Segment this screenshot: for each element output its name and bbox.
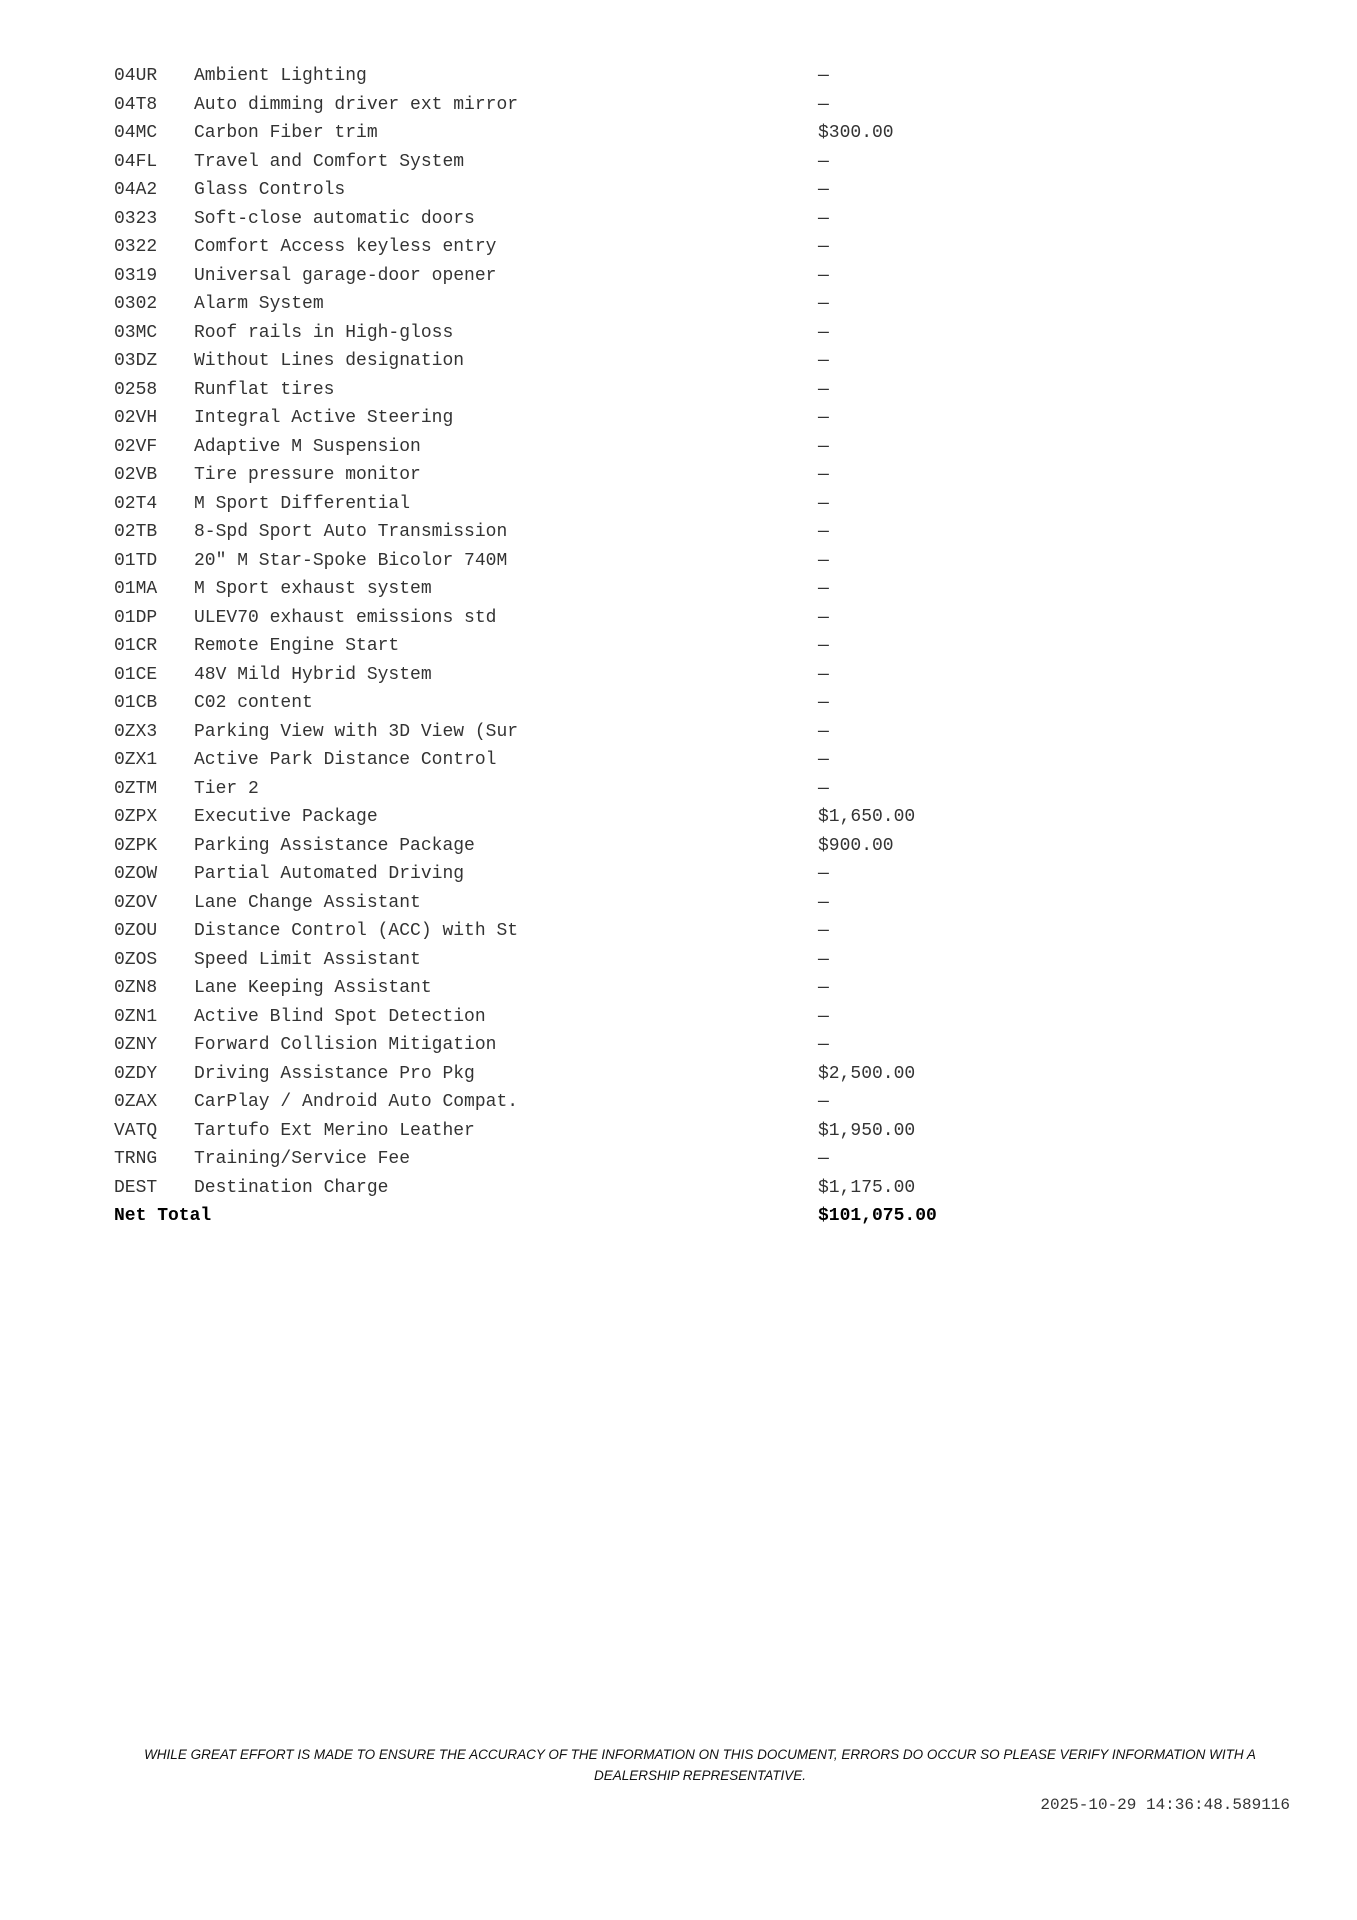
option-price: — — [818, 408, 829, 428]
option-row — [114, 1060, 1014, 1089]
option-code: 0ZDY — [114, 1063, 158, 1084]
option-price: — — [818, 664, 829, 685]
option-price: — — [818, 265, 829, 286]
option-description: Travel and Comfort System — [194, 151, 465, 172]
option-row — [114, 974, 1014, 1003]
option-row — [114, 1145, 1014, 1174]
option-description: Glass Controls — [194, 180, 346, 200]
option-row — [114, 319, 1014, 348]
option-row — [114, 433, 1014, 462]
option-row — [114, 461, 1014, 490]
option-description: Comfort Access keyless entry — [194, 237, 497, 257]
option-row — [114, 689, 1014, 718]
option-description: Integral Active Steering — [194, 408, 454, 428]
option-price: — — [818, 294, 829, 314]
option-row — [114, 62, 1014, 91]
option-row — [114, 233, 1014, 262]
option-description: Driving Assistance Pro Pkg — [194, 1063, 475, 1084]
option-code: 02VH — [114, 408, 158, 428]
option-row — [114, 1031, 1014, 1060]
option-description: Executive Package — [194, 807, 378, 827]
option-description: Remote Engine Start — [194, 636, 400, 656]
option-description: Ambient Lighting — [194, 66, 367, 86]
option-code: VATQ — [114, 1120, 158, 1141]
option-code: 0ZOV — [114, 892, 158, 913]
option-row — [114, 917, 1014, 946]
option-price: — — [818, 778, 829, 799]
option-row — [114, 290, 1014, 319]
option-price: — — [818, 978, 829, 998]
option-price: $300.00 — [818, 123, 894, 143]
option-code: 0ZPX — [114, 807, 158, 827]
option-code: 0ZAX — [114, 1092, 158, 1112]
net-total-label: Net Total — [114, 1206, 212, 1226]
option-price: — — [818, 636, 829, 656]
option-code: 04FL — [114, 151, 158, 172]
option-row — [114, 803, 1014, 832]
option-code: 01MA — [114, 579, 158, 599]
option-code: 04UR — [114, 66, 158, 86]
option-code: 01CR — [114, 636, 158, 656]
option-price: — — [818, 237, 829, 257]
option-row — [114, 262, 1014, 291]
option-description: Speed Limit Assistant — [194, 949, 421, 970]
option-description: Roof rails in High-gloss — [194, 322, 454, 343]
option-description: Lane Keeping Assistant — [194, 978, 432, 998]
option-price: $1,175.00 — [818, 1177, 916, 1198]
option-price: — — [818, 1035, 829, 1055]
option-code: 01CE — [114, 664, 158, 685]
option-row — [114, 632, 1014, 661]
option-code: DEST — [114, 1177, 158, 1198]
option-description: 20" M Star-Spoke Bicolor 740M — [194, 550, 508, 571]
option-description: Lane Change Assistant — [194, 892, 421, 913]
option-description: 48V Mild Hybrid System — [194, 664, 432, 685]
option-description: Active Park Distance Control — [194, 750, 497, 770]
option-code: 0ZN8 — [114, 978, 158, 998]
net-total-amount: $101,075.00 — [818, 1206, 937, 1226]
option-price: — — [818, 1006, 829, 1027]
option-row — [114, 518, 1014, 547]
option-price: — — [818, 1149, 829, 1169]
option-price: — — [818, 151, 829, 172]
option-code: 02VF — [114, 436, 158, 457]
option-price: — — [818, 322, 829, 343]
option-price: $1,650.00 — [818, 807, 916, 827]
option-description: M Sport Differential — [194, 493, 411, 514]
option-code: 0ZN1 — [114, 1006, 158, 1027]
option-code: 01TD — [114, 550, 158, 571]
print-timestamp: 2025-10-29 14:36:48.589116 — [1040, 1796, 1290, 1814]
option-row — [114, 832, 1014, 861]
option-code: 0322 — [114, 237, 158, 257]
option-row — [114, 661, 1014, 690]
option-price: — — [818, 864, 829, 884]
option-price: — — [818, 550, 829, 571]
option-code: 0323 — [114, 208, 158, 229]
options-list — [114, 62, 1014, 1231]
option-price: — — [818, 892, 829, 913]
option-code: 03DZ — [114, 351, 158, 371]
option-code: 01DP — [114, 607, 158, 628]
option-row — [114, 1174, 1014, 1203]
option-price: — — [818, 351, 829, 371]
option-description: Carbon Fiber trim — [194, 123, 378, 143]
option-row — [114, 490, 1014, 519]
option-price: — — [818, 522, 829, 542]
option-row — [114, 604, 1014, 633]
option-row — [114, 347, 1014, 376]
option-row — [114, 119, 1014, 148]
option-description: Tartufo Ext Merino Leather — [194, 1120, 475, 1141]
option-code: 0258 — [114, 379, 158, 400]
option-description: ULEV70 exhaust emissions std — [194, 607, 497, 628]
option-code: 0ZX1 — [114, 750, 158, 770]
option-code: 02VB — [114, 465, 158, 485]
option-code: 03MC — [114, 322, 158, 343]
option-price: — — [818, 493, 829, 514]
option-code: 04MC — [114, 123, 158, 143]
option-price: — — [818, 180, 829, 200]
disclaimer-text: WHILE GREAT EFFORT IS MADE TO ENSURE THE ACCURACY OF THE INFORMATION ON THIS DOCUMENT, ERRORS DO OCCUR SO PLEASE VERIFY INFORMATION WITH A DEALERSHIP REPRESENTATIVE. — [144, 1747, 1256, 1783]
net-total-row — [114, 1202, 1014, 1231]
option-row — [114, 746, 1014, 775]
option-description: CarPlay / Android Auto Compat. — [194, 1092, 519, 1112]
option-row — [114, 718, 1014, 747]
option-price: — — [818, 721, 829, 742]
option-code: 0319 — [114, 265, 158, 286]
option-price: — — [818, 66, 829, 86]
option-description: M Sport exhaust system — [194, 579, 432, 599]
option-code: 0ZOU — [114, 921, 158, 941]
option-row — [114, 946, 1014, 975]
option-row — [114, 91, 1014, 120]
option-row — [114, 1003, 1014, 1032]
option-price: $2,500.00 — [818, 1063, 916, 1084]
option-description: 8-Spd Sport Auto Transmission — [194, 522, 508, 542]
option-code: 02TB — [114, 522, 158, 542]
option-code: 04A2 — [114, 180, 158, 200]
option-price: $1,950.00 — [818, 1120, 916, 1141]
option-price: — — [818, 1092, 829, 1112]
option-price: — — [818, 750, 829, 770]
option-price: — — [818, 607, 829, 628]
option-code: 04T8 — [114, 94, 158, 115]
option-description: Distance Control (ACC) with St — [194, 921, 519, 941]
option-row — [114, 547, 1014, 576]
option-row — [114, 404, 1014, 433]
option-description: Partial Automated Driving — [194, 864, 465, 884]
option-row — [114, 376, 1014, 405]
option-description: Runflat tires — [194, 379, 335, 400]
option-row — [114, 205, 1014, 234]
option-description: Universal garage-door opener — [194, 265, 497, 286]
option-code: 0ZPK — [114, 835, 158, 856]
option-description: Tire pressure monitor — [194, 465, 421, 485]
option-row — [114, 176, 1014, 205]
option-row — [114, 889, 1014, 918]
option-code: 02T4 — [114, 493, 158, 514]
option-code: TRNG — [114, 1149, 158, 1169]
option-code: 0302 — [114, 294, 158, 314]
option-description: Active Blind Spot Detection — [194, 1006, 486, 1027]
option-row — [114, 860, 1014, 889]
option-price: — — [818, 208, 829, 229]
option-description: Destination Charge — [194, 1177, 389, 1198]
option-row — [114, 1117, 1014, 1146]
option-description: Parking View with 3D View (Sur — [194, 721, 519, 742]
option-code: 01CB — [114, 693, 158, 713]
option-price: — — [818, 465, 829, 485]
option-price: — — [818, 693, 829, 713]
option-description: Forward Collision Mitigation — [194, 1035, 497, 1055]
option-price: — — [818, 579, 829, 599]
option-price: — — [818, 921, 829, 941]
option-row — [114, 1088, 1014, 1117]
option-description: Soft-close automatic doors — [194, 208, 475, 229]
option-description: Parking Assistance Package — [194, 835, 475, 856]
option-code: 0ZX3 — [114, 721, 158, 742]
option-description: Auto dimming driver ext mirror — [194, 94, 519, 115]
option-description: Without Lines designation — [194, 351, 465, 371]
option-price: — — [818, 379, 829, 400]
option-description: Training/Service Fee — [194, 1149, 411, 1169]
option-code: 0ZOW — [114, 864, 158, 884]
option-price: — — [818, 94, 829, 115]
option-price: — — [818, 949, 829, 970]
option-code: 0ZNY — [114, 1035, 158, 1055]
option-row — [114, 575, 1014, 604]
option-row — [114, 148, 1014, 177]
option-code: 0ZTM — [114, 778, 158, 799]
option-row — [114, 775, 1014, 804]
option-code: 0ZOS — [114, 949, 158, 970]
option-description: Adaptive M Suspension — [194, 436, 421, 457]
option-price: $900.00 — [818, 835, 894, 856]
option-description: C02 content — [194, 693, 313, 713]
option-price: — — [818, 436, 829, 457]
option-description: Tier 2 — [194, 778, 259, 799]
option-description: Alarm System — [194, 294, 324, 314]
